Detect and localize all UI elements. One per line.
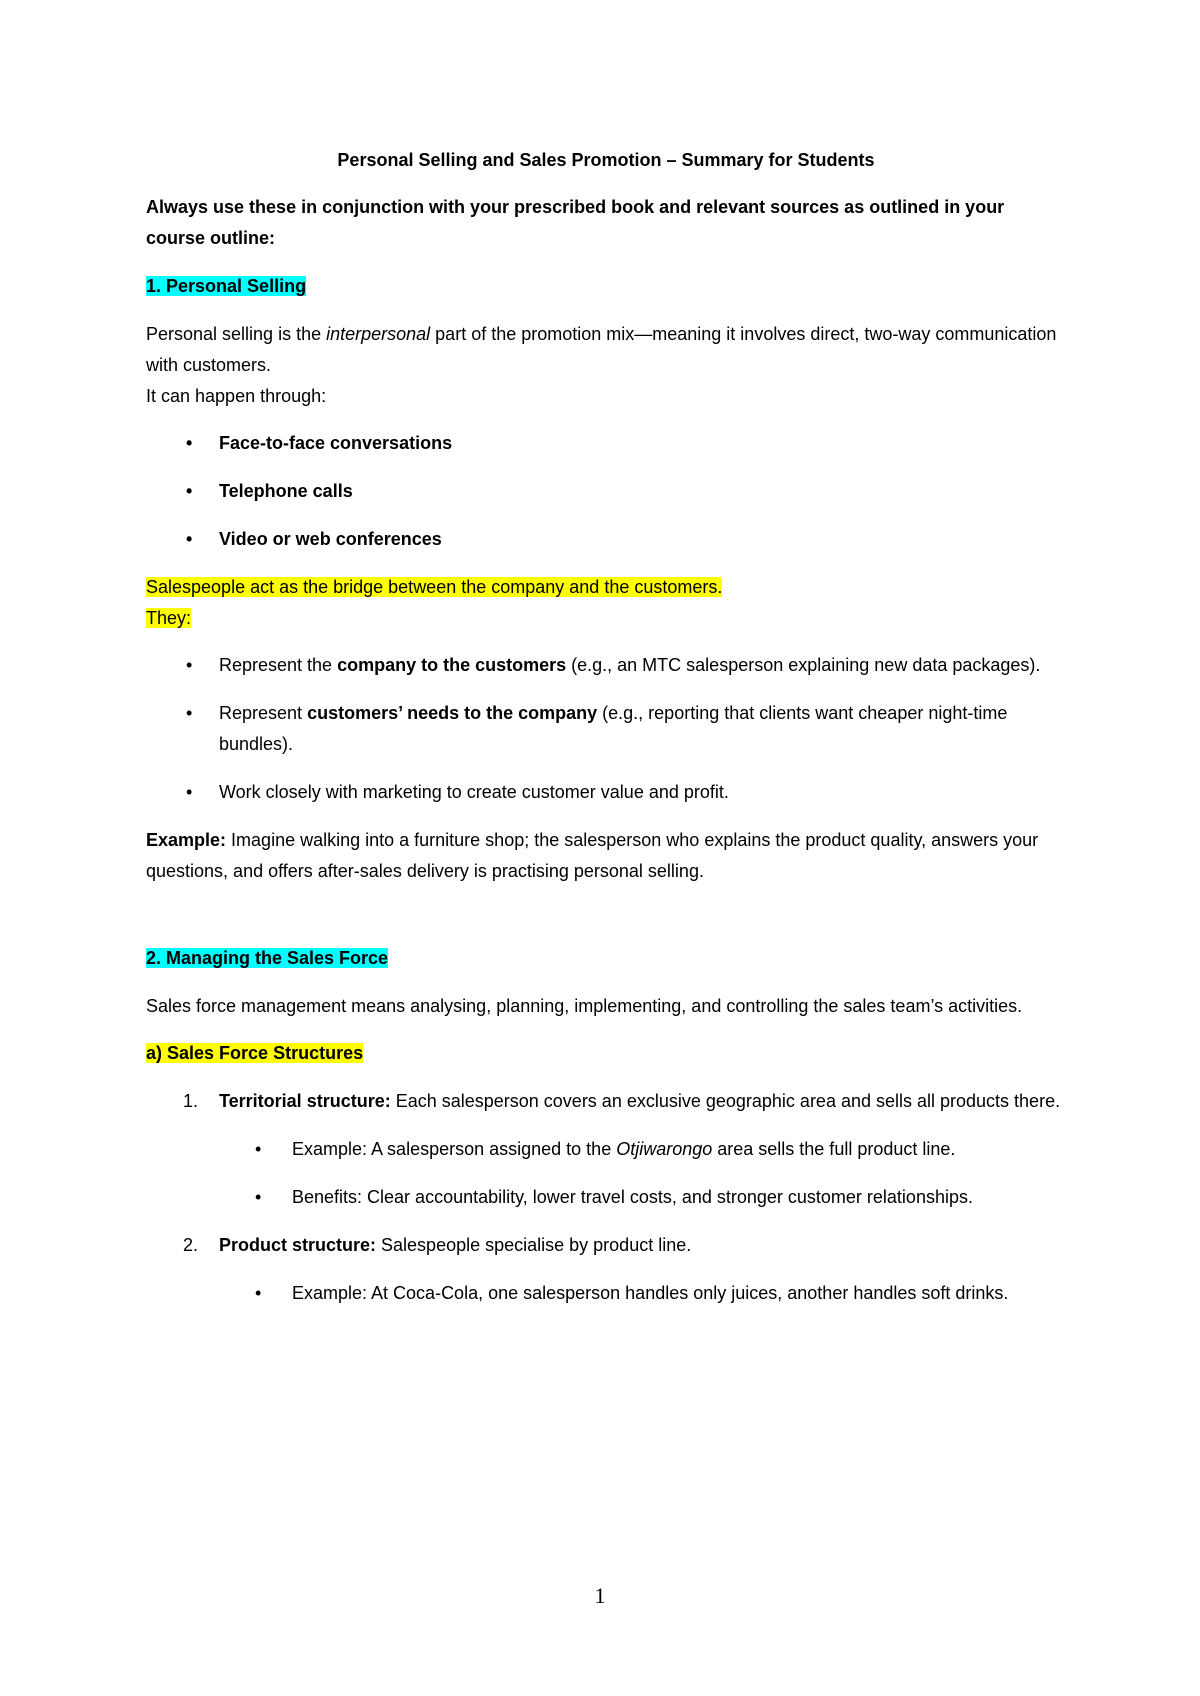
bridge-line-2: [146, 603, 1066, 634]
item-text: Each salesperson covers an exclusive geographic area and sells all products there.: [390, 1091, 1061, 1111]
role-text: (e.g., an MTC salesperson explaining new data packages).: [566, 655, 1041, 675]
intro-note: Always use these in conjunction with your prescribed book and relevant sources as outlined in your course outline:: [146, 197, 1005, 248]
list-item: • Face-to-face conversations: [146, 428, 1066, 459]
list-item: • Video or web conferences: [146, 524, 1066, 555]
spacer: [146, 887, 1066, 927]
role-text: (e.g., reporting that clients want cheaper night-time bundles).: [219, 703, 1008, 754]
role-text: Represent: [219, 703, 308, 723]
subsection-a-heading: [146, 1038, 1066, 1069]
list-item: [146, 1230, 1066, 1261]
product-sublist: [146, 1278, 1066, 1309]
list-item: [146, 1278, 1066, 1309]
channels-list: [146, 428, 1066, 555]
document-title: Personal Selling and Sales Promotion – Summary for Students: [337, 150, 875, 170]
sub-text: area sells the full product line.: [712, 1139, 956, 1159]
sub-text: Example: At Coca-Cola, one salesperson handles only juices, another handles soft drinks.: [292, 1283, 1009, 1303]
territorial-sublist: [146, 1134, 1066, 1213]
item-label: Product structure:: [219, 1235, 377, 1255]
list-item: [146, 650, 1066, 681]
section-2-paragraph-1: Sales force management means analysing, planning, implementing, and controlling the sales team’s activities.: [146, 996, 1023, 1016]
role-bold: company to the customers: [337, 655, 567, 675]
roles-list: [146, 650, 1066, 808]
sub-text: Example: A salesperson assigned to the: [292, 1139, 617, 1159]
p1-text-b: part of the promotion mix—meaning it involves direct, two-way communication with customers.: [146, 324, 1057, 375]
example-text: Imagine walking into a furniture shop; the salesperson who explains the product quality, answers your questions, and offers after-sales delivery is practising personal selling.: [146, 830, 1039, 881]
item-number: 2.: [183, 1235, 199, 1255]
section-1-heading-text: 1. Personal Selling: [146, 276, 307, 296]
page-number: 1: [594, 1583, 606, 1608]
section-2-heading: [146, 943, 1066, 974]
section-2-heading-text: 2. Managing the Sales Force: [146, 948, 389, 968]
document-body: [146, 145, 1066, 1326]
structures-list: [146, 1086, 1066, 1117]
role-text: Work closely with marketing to create customer value and profit.: [219, 782, 729, 802]
example-paragraph: [146, 825, 1066, 887]
list-item: • Telephone calls: [146, 476, 1066, 507]
p1-italic: interpersonal: [326, 324, 431, 344]
section-1-paragraph-1: [146, 319, 1066, 381]
sub-italic: Otjiwarongo: [616, 1139, 713, 1159]
structures-list-cont: [146, 1230, 1066, 1261]
bridge-line-1-text: Salespeople act as the bridge between the company and the customers.: [146, 577, 723, 597]
p1-text-a: Personal selling is the: [146, 324, 327, 344]
section-1-paragraph-2: It can happen through:: [146, 386, 327, 406]
list-item: [146, 1134, 1066, 1165]
list-item: [146, 777, 1066, 808]
sub-text: Benefits: Clear accountability, lower travel costs, and stronger customer relationships.: [292, 1187, 973, 1207]
example-label: Example:: [146, 830, 227, 850]
role-bold: customers’ needs to the company: [307, 703, 598, 723]
item-label: Territorial structure:: [219, 1091, 391, 1111]
item-text: Salespeople specialise by product line.: [376, 1235, 692, 1255]
bridge-line-1: [146, 572, 1066, 603]
list-item: [146, 1086, 1066, 1117]
section-1-heading: [146, 271, 1066, 302]
item-number: 1.: [183, 1091, 199, 1111]
bridge-line-2-text: They:: [146, 608, 192, 628]
role-text: Represent the: [219, 655, 338, 675]
list-item: [146, 698, 1066, 760]
list-item: [146, 1182, 1066, 1213]
subsection-a-heading-text: a) Sales Force Structures: [146, 1043, 364, 1063]
